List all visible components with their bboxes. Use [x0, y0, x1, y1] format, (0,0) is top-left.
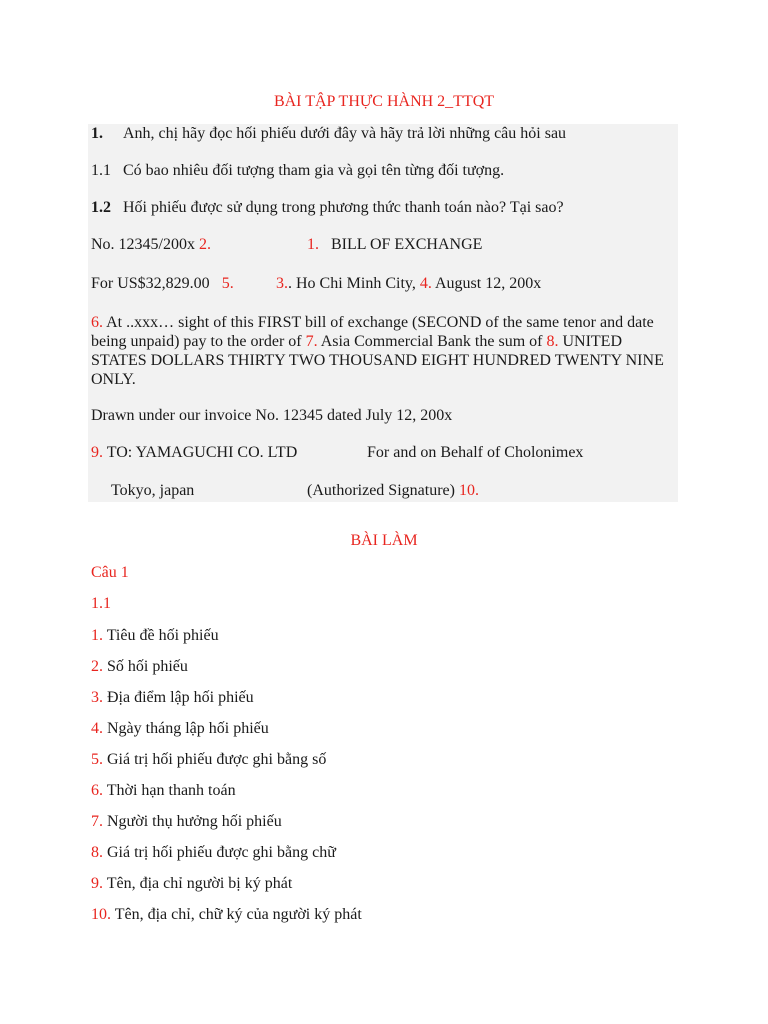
question-1-number: 1.: [91, 125, 103, 142]
answer-item-text: Địa điểm lập hối phiếu: [107, 689, 254, 706]
answer-item-number: 3.: [91, 689, 103, 706]
marker-7: 7.: [305, 333, 318, 350]
answer-item-text: Số hối phiếu: [107, 658, 188, 675]
drawn-under-line: Drawn under our invoice No. 12345 dated July 12, 200x: [91, 407, 453, 424]
drawer-behalf: For and on Behalf of Cholonimex: [367, 444, 584, 461]
drawee-name: TO: YAMAGUCHI CO. LTD: [106, 444, 298, 461]
bill-body-part-1: At ..xxx… sight of this FIRST bill of exchange (SECOND of the same tenor and date being unpaid) pay to the order of: [91, 314, 654, 350]
place-date-line: [276, 274, 541, 294]
bill-number-line: [91, 235, 211, 255]
answer-sub-label: 1.1: [91, 595, 111, 612]
drawee-line: [91, 443, 297, 463]
marker-10: 10.: [458, 482, 479, 499]
drawee-address: Tokyo, japan: [111, 482, 195, 499]
answer-item: [91, 688, 254, 708]
answer-item: [91, 657, 188, 677]
answer-item-number: 8.: [91, 844, 103, 861]
answer-item-number: 6.: [91, 782, 103, 799]
question-1-1-number: 1.1: [91, 162, 111, 179]
answer-item-number: 5.: [91, 751, 103, 768]
answer-item-number: 10.: [91, 906, 111, 923]
question-1-2-number: 1.2: [91, 199, 111, 216]
marker-8: 8.: [546, 333, 559, 350]
answer-item-text: Người thụ hưởng hối phiếu: [107, 813, 282, 830]
bill-body-part-2: Asia Commercial Bank the sum of: [320, 333, 543, 350]
answer-item-text: Tên, địa chỉ người bị ký phát: [106, 875, 293, 892]
answer-heading: BÀI LÀM: [350, 532, 418, 549]
marker-2: 2.: [199, 236, 211, 253]
answer-item-text: Tên, địa chỉ, chữ ký của người ký phát: [114, 906, 362, 923]
bill-title-line: [307, 235, 482, 255]
place-of-issue: . Ho Chi Minh City,: [288, 275, 416, 292]
answer-item-number: 2.: [91, 658, 103, 675]
answer-item: [91, 719, 269, 739]
question-1-2: [91, 198, 564, 218]
marker-6: 6.: [91, 314, 103, 331]
answer-item-number: 4.: [91, 720, 103, 737]
answer-item: [91, 750, 326, 770]
answer-item: [91, 812, 282, 832]
marker-4: 4.: [419, 275, 432, 292]
marker-1: 1.: [307, 236, 319, 253]
answer-item: [91, 905, 362, 925]
authorized-signature: (Authorized Signature): [307, 482, 455, 499]
question-1: [91, 124, 566, 144]
marker-5: 5.: [221, 275, 234, 292]
bill-body-part-3: UNITED STATES DOLLARS THIRTY TWO THOUSAND EIGHT HUNDRED TWENTY NINE ONLY.: [91, 333, 664, 388]
answer-item: [91, 626, 219, 646]
answer-item-number: 9.: [91, 875, 103, 892]
amount-figures: For US$32,829.00: [91, 275, 210, 292]
document-title: BÀI TẬP THỰC HÀNH 2_TTQT: [273, 93, 495, 110]
answer-item-text: Giá trị hối phiếu được ghi bằng chữ: [107, 844, 336, 861]
amount-line: [91, 274, 234, 294]
question-1-2-text: Hối phiếu được sử dụng trong phương thức thanh toán nào? Tại sao?: [123, 199, 564, 216]
question-1-1: [91, 161, 504, 181]
bill-body-paragraph: [91, 313, 675, 389]
answer-item-number: 7.: [91, 813, 103, 830]
marker-9: 9.: [91, 444, 103, 461]
marker-3: 3.: [276, 275, 288, 292]
answer-item: [91, 781, 236, 801]
answer-item-text: Ngày tháng lập hối phiếu: [107, 720, 269, 737]
answer-item-text: Tiêu đề hối phiếu: [106, 627, 219, 644]
question-1-text: Anh, chị hãy đọc hối phiếu dưới đây và hãy trả lời những câu hỏi sau: [123, 125, 567, 142]
question-1-1-text: Có bao nhiêu đối tượng tham gia và gọi tên từng đối tượng.: [123, 162, 505, 179]
answer-item-number: 1.: [91, 627, 103, 644]
answer-question-label: Câu 1: [91, 564, 129, 581]
answer-item: [91, 843, 336, 863]
bill-title: BILL OF EXCHANGE: [331, 236, 483, 253]
answer-item-text: Thời hạn thanh toán: [106, 782, 236, 799]
answer-item-text: Giá trị hối phiếu được ghi bằng số: [107, 751, 327, 768]
signature-line: [307, 481, 479, 501]
answer-item: [91, 874, 292, 894]
date-of-issue: August 12, 200x: [435, 275, 542, 292]
bill-number: No. 12345/200x: [91, 236, 195, 253]
